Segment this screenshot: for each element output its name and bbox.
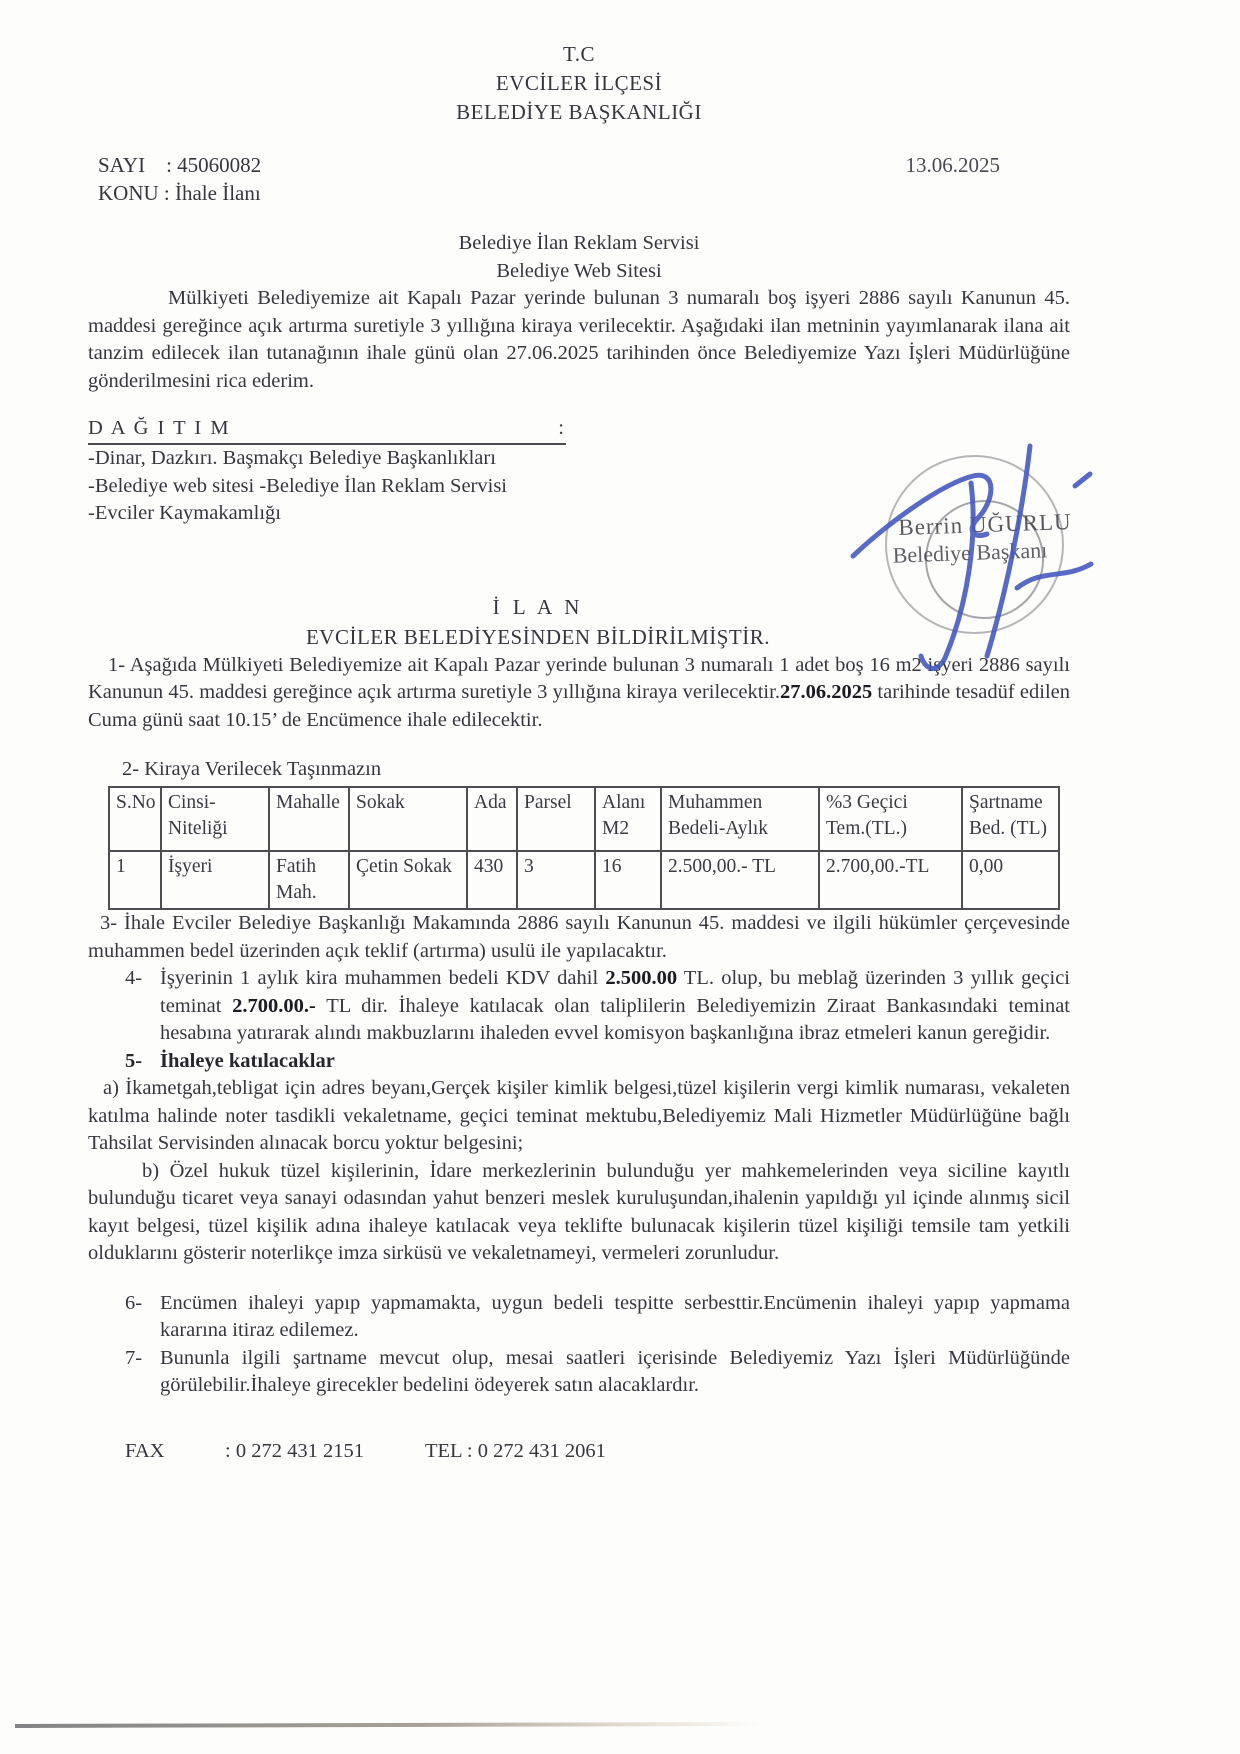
announcement-subtitle: EVCİLER BELEDİYESİNDEN BİLDİRİLMİŞTİR. — [305, 624, 771, 649]
cell-mahalle: Fatih Mah. — [269, 851, 349, 909]
tender-property-table — [108, 786, 1060, 910]
letterhead-district: EVCİLER İLÇESİ — [495, 71, 663, 95]
cell-sno: 1 — [109, 851, 161, 909]
item-5a-paragraph: a) İkametgah,tebligat için adres beyanı,Gerçek kişiler kimlik belgesi,tüzel kişilerin vergi kimlik numarası, vekaleten katılma halinde noter tasdikli vekaletname, geçici teminat mektubu,Belediyemiz Mali Hizmetler Müdürlüğüne bağlı Tahsilat Servisinden alınacak borcu yoktur belgesini; — [88, 1077, 1070, 1154]
item-5-label: İhaleye katılacaklar — [160, 1049, 335, 1072]
item-3-paragraph: 3- İhale Evciler Belediye Başkanlığı Makamında 2886 sayılı Kanunun 45. maddesi ve ilgili hükümler çerçevesinde muhammen bedel üzerinden açık teklif (artırma) usulü ile yapılacaktır. — [88, 912, 1070, 962]
item-4-number: 4- — [125, 967, 143, 989]
letterhead-office: BELEDİYE BAŞKANLIĞI — [456, 100, 702, 124]
header-alani: Alanı M2 — [595, 787, 661, 851]
meta-left-block — [88, 151, 261, 207]
item-4-deposit-bold: 2.700.00.- — [232, 994, 316, 1017]
item-5b-paragraph: b) Özel hukuk tüzel kişilerinin, İdare merkezlerinin bulunduğu yer mahkemelerinden veya siciline kayıtlı bulunduğu ticaret veya sanayi odasından yahut benzeri meslek kuruluşundan,ihalenin yapıldığı yıl içinde alınmış sicil kayıt belgesi, tüzel kişilik adına ihaleye katılacak veya teklifte bulunacak kişilerin tüzel kişiliği temsile tam yetkili olduklarını gösterir noterlikçe imza sirküsü ve vekaletnameyi, vermeleri zorunludur. — [88, 1159, 1070, 1264]
item-7-text: Bununla ilgili şartname mevcut olup, mesai saatleri içerisinde Belediyemiz Yazı İşleri Müdürlüğünde görülebilir.İhaleye girecekler bedelini ödeyerek satın alacaklardır. — [160, 1346, 1070, 1396]
distribution-title-colon: : — [558, 417, 566, 439]
item-1-tail: tarihinde tesadüf edilen Cuma günü saat 10.15’ de Encümence ihale edilecektir. — [88, 681, 1070, 731]
item-5-number: 5- — [125, 1049, 143, 1072]
distribution-item: -Dinar, Dazkırı. Başmakçı Belediye Başkanlıkları — [88, 447, 496, 469]
intro-paragraph: Mülkiyeti Belediyemize ait Kapalı Pazar yerinde bulunan 3 numaralı boş işyeri 2886 sayılı Kanunun 45. maddesi gereğince açık artırma suretiyle 3 yıllığına kiraya verilecektir. Aşağıdaki ilan metninin yayımlanarak ilana ait tanzim edilecek ilan tutanağının ihale günü olan 27.06.2025 tarihinden önce Belediyemize Yazı İşleri Müdürlüğüne gönderilmesini rica ederim. — [88, 287, 1070, 392]
cell-sokak: Çetin Sokak — [349, 851, 467, 909]
header-cinsi: Cinsi- Niteliği — [161, 787, 269, 851]
distribution-item: -Belediye web sitesi -Belediye İlan Reklam Servisi — [88, 474, 507, 497]
recipient-line-2: Belediye Web Sitesi — [496, 260, 662, 282]
header-ada: Ada — [467, 787, 517, 851]
announcement-title: İ L A N — [492, 594, 584, 619]
cell-alani: 16 — [595, 851, 661, 909]
distribution-title — [88, 415, 566, 445]
distribution-item: -Evciler Kaymakamlığı — [88, 502, 281, 524]
signature-name: Berrin UĞURLU — [897, 508, 1073, 541]
cell-muhammen: 2.500,00.- TL — [661, 851, 819, 909]
header-parsel: Parsel — [517, 787, 595, 851]
document-meta — [88, 151, 1070, 207]
header-sokak: Sokak — [349, 787, 467, 851]
table-data-row — [109, 851, 1059, 909]
header-mahalle: Mahalle — [269, 787, 349, 851]
header-sartname: Şartname Bed. (TL) — [962, 787, 1059, 851]
item-1-lead: 1- Aşağıda Mülkiyeti Belediyemize ait Kapalı Pazar yerinde bulunan 3 numaralı 1 adet boş 16 m2 işyeri 2886 sayılı Kanunun 45. maddesi gereğince açık artırma suretiyle 3 yıllığına kiraya verilecektir. — [88, 653, 1070, 703]
item-1-date-bold: 27.06.2025 — [779, 681, 873, 703]
distribution-title-text: D A Ğ I T I M — [88, 417, 231, 439]
item-4-text: TL dir. İhaleye katılacak olan taliplilerin Belediyemizin Ziraat Bankasındaki teminat hesabına yatırarak alındı makbuzlarını ihaleden evvel komisyon başkanlığına ibraz etmeleri kanun gereğidir. — [160, 994, 1070, 1044]
cell-parsel: 3 — [517, 851, 595, 909]
cell-cinsi: İşyeri — [161, 851, 269, 909]
item-7-paragraph — [88, 1345, 1070, 1400]
item-5-heading — [88, 1048, 1070, 1076]
item-6-number: 6- — [125, 1291, 143, 1314]
item-7-number: 7- — [125, 1346, 143, 1369]
tel-number: TEL : 0 272 431 2061 — [425, 1439, 606, 1462]
fax-number: : 0 272 431 2151 — [225, 1439, 364, 1462]
letterhead-tc: T.C — [562, 42, 596, 66]
recipient-line-1: Belediye İlan Reklam Servisi — [458, 232, 700, 254]
cell-ada: 430 — [467, 851, 517, 909]
doc-subject: KONU : İhale İlanı — [98, 181, 261, 205]
header-gecici-teminat: %3 Geçici Tem.(TL.) — [819, 787, 962, 851]
header-muhammen: Muhammen Bedeli-Aylık — [661, 787, 819, 851]
contact-row — [88, 1440, 1070, 1463]
item-4-text: TL. olup, bu meblağ üzerinden 3 yıllık geçici teminat — [160, 967, 1071, 1017]
doc-number: SAYI : 45060082 — [98, 153, 262, 177]
header-sno: S.No — [109, 787, 161, 851]
doc-date: 13.06.2025 — [905, 153, 1000, 177]
cell-sartname: 0,00 — [962, 851, 1059, 909]
item-6-text: Encümen ihaleyi yapıp yapmamakta, uygun bedeli tespitte serbesttir.Encümenin ihaleyi yapıp yapmama kararına itiraz edilemez. — [160, 1291, 1070, 1341]
signature-title: Belediye Başkanı — [892, 537, 1048, 568]
table-caption: 2- Kiraya Verilecek Taşınmazın — [122, 758, 382, 780]
cell-gecici-teminat: 2.700,00.-TL — [819, 851, 962, 909]
item-4-amount-bold: 2.500.00 — [605, 967, 678, 989]
recipient-block — [88, 229, 1070, 285]
item-4-text: İşyerinin 1 aylık kira muhammen bedeli KDV dahil — [160, 967, 606, 989]
item-6-paragraph — [88, 1290, 1070, 1345]
fax-label: FAX — [125, 1439, 165, 1462]
handwritten-signature-icon — [845, 438, 1095, 678]
scan-artifact-line — [15, 1722, 760, 1728]
item-4-paragraph — [88, 965, 1070, 1048]
document-letterhead — [88, 40, 1070, 127]
table-header-row — [109, 787, 1059, 851]
